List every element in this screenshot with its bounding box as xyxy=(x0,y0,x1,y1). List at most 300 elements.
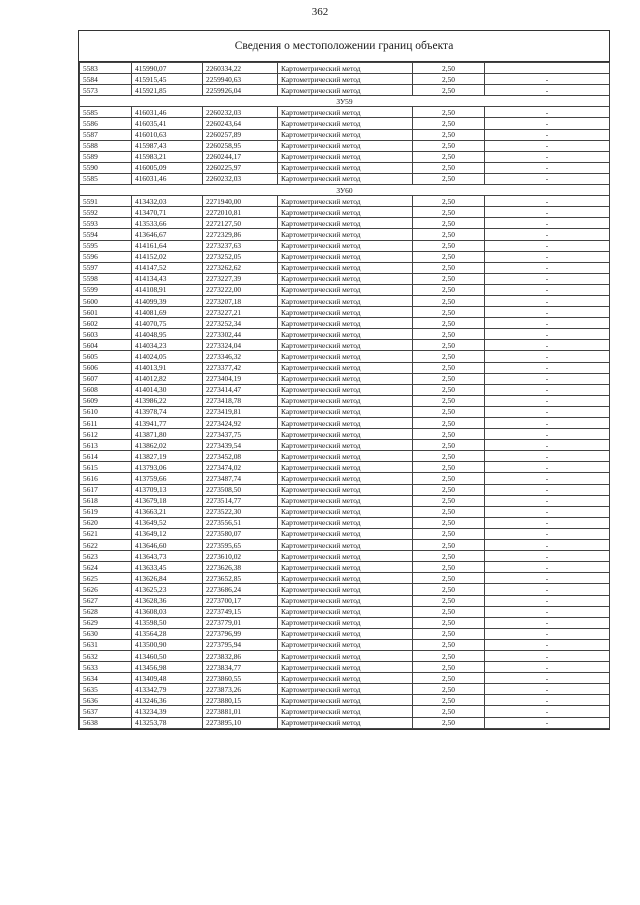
accuracy-cell: 2,50 xyxy=(413,162,485,173)
coord-x-cell: 413709,13 xyxy=(132,484,203,495)
coord-x-cell: 414161,64 xyxy=(132,240,203,251)
accuracy-cell: 2,50 xyxy=(413,639,485,650)
coord-y-cell: 2273895,10 xyxy=(203,717,278,728)
accuracy-cell: 2,50 xyxy=(413,595,485,606)
accuracy-cell: 2,50 xyxy=(413,307,485,318)
table-row xyxy=(80,129,610,140)
table-row xyxy=(80,74,610,85)
description-cell: - xyxy=(485,617,610,628)
method-cell: Картометрический метод xyxy=(278,528,413,539)
table-row xyxy=(80,273,610,284)
point-number-cell: 5589 xyxy=(80,151,132,162)
accuracy-cell: 2,50 xyxy=(413,229,485,240)
coord-y-cell: 2273262,62 xyxy=(203,262,278,273)
table-row xyxy=(80,85,610,96)
section-label: ЗУ59 xyxy=(80,96,610,107)
point-number-cell: 5621 xyxy=(80,528,132,539)
table-row xyxy=(80,484,610,495)
coord-x-cell: 413626,84 xyxy=(132,573,203,584)
point-number-cell: 5599 xyxy=(80,284,132,295)
point-number-cell: 5635 xyxy=(80,684,132,695)
coord-x-cell: 414024,05 xyxy=(132,351,203,362)
point-number-cell: 5590 xyxy=(80,162,132,173)
coord-y-cell: 2273700,17 xyxy=(203,595,278,606)
coord-y-cell: 2273419,81 xyxy=(203,406,278,417)
accuracy-cell: 2,50 xyxy=(413,440,485,451)
point-number-cell: 5573 xyxy=(80,85,132,96)
method-cell: Картометрический метод xyxy=(278,151,413,162)
table-row xyxy=(80,384,610,395)
coord-x-cell: 413663,21 xyxy=(132,506,203,517)
coord-x-cell: 414134,43 xyxy=(132,273,203,284)
coord-y-cell: 2273595,65 xyxy=(203,540,278,551)
accuracy-cell: 2,50 xyxy=(413,196,485,207)
coord-x-cell: 414081,69 xyxy=(132,307,203,318)
description-cell: - xyxy=(485,273,610,284)
table-row xyxy=(80,107,610,118)
description-cell: - xyxy=(485,196,610,207)
coord-y-cell: 2273252,34 xyxy=(203,318,278,329)
coord-x-cell: 415987,43 xyxy=(132,140,203,151)
section-row xyxy=(80,96,610,107)
method-cell: Картометрический метод xyxy=(278,551,413,562)
point-number-cell: 5601 xyxy=(80,307,132,318)
accuracy-cell: 2,50 xyxy=(413,484,485,495)
coord-y-cell: 2260243,64 xyxy=(203,118,278,129)
coord-y-cell: 2273227,39 xyxy=(203,273,278,284)
point-number-cell: 5600 xyxy=(80,295,132,306)
description-cell: - xyxy=(485,429,610,440)
method-cell: Картометрический метод xyxy=(278,495,413,506)
point-number-cell: 5626 xyxy=(80,584,132,595)
point-number-cell: 5633 xyxy=(80,662,132,673)
description-cell: - xyxy=(485,351,610,362)
method-cell: Картометрический метод xyxy=(278,140,413,151)
coord-y-cell: 2273404,19 xyxy=(203,373,278,384)
table-row xyxy=(80,318,610,329)
description-cell: - xyxy=(485,284,610,295)
coord-y-cell: 2272329,86 xyxy=(203,229,278,240)
description-cell: - xyxy=(485,229,610,240)
table-row xyxy=(80,251,610,262)
description-cell: - xyxy=(485,650,610,661)
method-cell: Картометрический метод xyxy=(278,695,413,706)
description-cell: - xyxy=(485,684,610,695)
method-cell: Картометрический метод xyxy=(278,251,413,262)
method-cell: Картометрический метод xyxy=(278,395,413,406)
accuracy-cell: 2,50 xyxy=(413,362,485,373)
point-number-cell: 5632 xyxy=(80,650,132,661)
coord-x-cell: 413646,60 xyxy=(132,540,203,551)
coord-x-cell: 416010,63 xyxy=(132,129,203,140)
table-row xyxy=(80,673,610,684)
table-row xyxy=(80,717,610,728)
description-cell: - xyxy=(485,129,610,140)
coord-x-cell: 414034,23 xyxy=(132,340,203,351)
description-cell: - xyxy=(485,140,610,151)
description-cell xyxy=(485,63,610,74)
table-row xyxy=(80,528,610,539)
method-cell: Картометрический метод xyxy=(278,295,413,306)
method-cell: Картометрический метод xyxy=(278,595,413,606)
accuracy-cell: 2,50 xyxy=(413,173,485,184)
description-cell: - xyxy=(485,495,610,506)
description-cell: - xyxy=(485,318,610,329)
accuracy-cell: 2,50 xyxy=(413,684,485,695)
point-number-cell: 5637 xyxy=(80,706,132,717)
table-row xyxy=(80,151,610,162)
accuracy-cell: 2,50 xyxy=(413,240,485,251)
method-cell: Картометрический метод xyxy=(278,429,413,440)
coord-y-cell: 2273227,21 xyxy=(203,307,278,318)
accuracy-cell: 2,50 xyxy=(413,151,485,162)
accuracy-cell: 2,50 xyxy=(413,528,485,539)
coord-x-cell: 413456,98 xyxy=(132,662,203,673)
method-cell: Картометрический метод xyxy=(278,273,413,284)
description-cell: - xyxy=(485,240,610,251)
accuracy-cell: 2,50 xyxy=(413,329,485,340)
point-number-cell: 5610 xyxy=(80,406,132,417)
coord-x-cell: 414070,75 xyxy=(132,318,203,329)
accuracy-cell: 2,50 xyxy=(413,650,485,661)
coord-y-cell: 2273424,92 xyxy=(203,418,278,429)
description-cell: - xyxy=(485,451,610,462)
table-row xyxy=(80,240,610,251)
coord-y-cell: 2273514,77 xyxy=(203,495,278,506)
description-cell: - xyxy=(485,573,610,584)
coord-x-cell: 413978,74 xyxy=(132,406,203,417)
table-row xyxy=(80,173,610,184)
coord-y-cell: 2273346,32 xyxy=(203,351,278,362)
point-number-cell: 5622 xyxy=(80,540,132,551)
method-cell: Картометрический метод xyxy=(278,440,413,451)
description-cell: - xyxy=(485,340,610,351)
point-number-cell: 5638 xyxy=(80,717,132,728)
description-cell: - xyxy=(485,717,610,728)
point-number-cell: 5598 xyxy=(80,273,132,284)
point-number-cell: 5606 xyxy=(80,362,132,373)
coord-y-cell: 2273437,75 xyxy=(203,429,278,440)
accuracy-cell: 2,50 xyxy=(413,429,485,440)
description-cell: - xyxy=(485,584,610,595)
method-cell: Картометрический метод xyxy=(278,207,413,218)
accuracy-cell: 2,50 xyxy=(413,107,485,118)
page-number: 362 xyxy=(311,6,329,18)
coord-y-cell: 2273795,94 xyxy=(203,639,278,650)
table-row xyxy=(80,540,610,551)
table-row xyxy=(80,162,610,173)
coord-x-cell: 414108,91 xyxy=(132,284,203,295)
accuracy-cell: 2,50 xyxy=(413,418,485,429)
method-cell: Картометрический метод xyxy=(278,517,413,528)
coord-y-cell: 2273556,51 xyxy=(203,517,278,528)
description-cell: - xyxy=(485,207,610,218)
description-cell: - xyxy=(485,107,610,118)
accuracy-cell: 2,50 xyxy=(413,63,485,74)
coord-x-cell: 413759,66 xyxy=(132,473,203,484)
method-cell: Картометрический метод xyxy=(278,329,413,340)
method-cell: Картометрический метод xyxy=(278,639,413,650)
table-row xyxy=(80,373,610,384)
point-number-cell: 5588 xyxy=(80,140,132,151)
coord-y-cell: 2273487,74 xyxy=(203,473,278,484)
coord-y-cell: 2273580,07 xyxy=(203,528,278,539)
method-cell: Картометрический метод xyxy=(278,606,413,617)
accuracy-cell: 2,50 xyxy=(413,606,485,617)
description-cell: - xyxy=(485,562,610,573)
method-cell: Картометрический метод xyxy=(278,684,413,695)
method-cell: Картометрический метод xyxy=(278,85,413,96)
accuracy-cell: 2,50 xyxy=(413,673,485,684)
point-number-cell: 5624 xyxy=(80,562,132,573)
coord-y-cell: 2273302,44 xyxy=(203,329,278,340)
accuracy-cell: 2,50 xyxy=(413,85,485,96)
coord-x-cell: 413533,66 xyxy=(132,218,203,229)
accuracy-cell: 2,50 xyxy=(413,617,485,628)
table-row xyxy=(80,706,610,717)
coord-x-cell: 416031,46 xyxy=(132,107,203,118)
method-cell: Картометрический метод xyxy=(278,162,413,173)
coord-y-cell: 2273508,50 xyxy=(203,484,278,495)
table-row xyxy=(80,351,610,362)
accuracy-cell: 2,50 xyxy=(413,473,485,484)
description-cell: - xyxy=(485,462,610,473)
method-cell: Картометрический метод xyxy=(278,384,413,395)
description-cell: - xyxy=(485,262,610,273)
table-row xyxy=(80,63,610,74)
coord-y-cell: 2272010,81 xyxy=(203,207,278,218)
coord-y-cell: 2273377,42 xyxy=(203,362,278,373)
coord-y-cell: 2272127,50 xyxy=(203,218,278,229)
section-row xyxy=(80,185,610,196)
table-row xyxy=(80,340,610,351)
description-cell: - xyxy=(485,695,610,706)
description-cell: - xyxy=(485,85,610,96)
coordinates-table xyxy=(79,62,610,729)
method-cell: Картометрический метод xyxy=(278,63,413,74)
method-cell: Картометрический метод xyxy=(278,229,413,240)
description-cell: - xyxy=(485,473,610,484)
table-row xyxy=(80,207,610,218)
coord-y-cell: 2273860,55 xyxy=(203,673,278,684)
description-cell: - xyxy=(485,373,610,384)
table-row xyxy=(80,229,610,240)
accuracy-cell: 2,50 xyxy=(413,284,485,295)
accuracy-cell: 2,50 xyxy=(413,717,485,728)
table-row xyxy=(80,118,610,129)
description-cell: - xyxy=(485,162,610,173)
coord-y-cell: 2259940,63 xyxy=(203,74,278,85)
point-number-cell: 5603 xyxy=(80,329,132,340)
method-cell: Картометрический метод xyxy=(278,706,413,717)
coord-y-cell: 2273474,02 xyxy=(203,462,278,473)
method-cell: Картометрический метод xyxy=(278,74,413,85)
point-number-cell: 5619 xyxy=(80,506,132,517)
table-row xyxy=(80,584,610,595)
table-row xyxy=(80,462,610,473)
coord-x-cell: 416035,41 xyxy=(132,118,203,129)
description-cell: - xyxy=(485,595,610,606)
description-cell: - xyxy=(485,406,610,417)
accuracy-cell: 2,50 xyxy=(413,262,485,273)
point-number-cell: 5607 xyxy=(80,373,132,384)
accuracy-cell: 2,50 xyxy=(413,706,485,717)
coord-y-cell: 2273686,24 xyxy=(203,584,278,595)
coordinates-table-body xyxy=(80,63,610,729)
coord-y-cell: 2273522,30 xyxy=(203,506,278,517)
table-row xyxy=(80,406,610,417)
coord-x-cell: 413500,90 xyxy=(132,639,203,650)
accuracy-cell: 2,50 xyxy=(413,406,485,417)
method-cell: Картометрический метод xyxy=(278,662,413,673)
table-row xyxy=(80,395,610,406)
point-number-cell: 5597 xyxy=(80,262,132,273)
description-cell: - xyxy=(485,384,610,395)
point-number-cell: 5627 xyxy=(80,595,132,606)
description-cell: - xyxy=(485,528,610,539)
table-row xyxy=(80,329,610,340)
method-cell: Картометрический метод xyxy=(278,362,413,373)
table-row xyxy=(80,429,610,440)
description-cell: - xyxy=(485,606,610,617)
description-cell: - xyxy=(485,295,610,306)
accuracy-cell: 2,50 xyxy=(413,562,485,573)
coord-x-cell: 413649,52 xyxy=(132,517,203,528)
description-cell: - xyxy=(485,307,610,318)
accuracy-cell: 2,50 xyxy=(413,695,485,706)
coord-x-cell: 414012,82 xyxy=(132,373,203,384)
coord-x-cell: 413646,67 xyxy=(132,229,203,240)
point-number-cell: 5604 xyxy=(80,340,132,351)
accuracy-cell: 2,50 xyxy=(413,207,485,218)
description-cell: - xyxy=(485,151,610,162)
description-cell: - xyxy=(485,418,610,429)
coord-y-cell: 2273779,01 xyxy=(203,617,278,628)
method-cell: Картометрический метод xyxy=(278,562,413,573)
coord-x-cell: 413871,80 xyxy=(132,429,203,440)
table-row xyxy=(80,506,610,517)
accuracy-cell: 2,50 xyxy=(413,628,485,639)
method-cell: Картометрический метод xyxy=(278,351,413,362)
method-cell: Картометрический метод xyxy=(278,262,413,273)
point-number-cell: 5623 xyxy=(80,551,132,562)
coord-x-cell: 413234,39 xyxy=(132,706,203,717)
accuracy-cell: 2,50 xyxy=(413,495,485,506)
description-cell: - xyxy=(485,551,610,562)
table-row xyxy=(80,451,610,462)
coord-x-cell: 414013,91 xyxy=(132,362,203,373)
description-cell: - xyxy=(485,662,610,673)
coord-x-cell: 413253,78 xyxy=(132,717,203,728)
accuracy-cell: 2,50 xyxy=(413,540,485,551)
method-cell: Картометрический метод xyxy=(278,284,413,295)
coord-y-cell: 2273452,08 xyxy=(203,451,278,462)
accuracy-cell: 2,50 xyxy=(413,118,485,129)
accuracy-cell: 2,50 xyxy=(413,451,485,462)
coord-x-cell: 413862,02 xyxy=(132,440,203,451)
description-cell: - xyxy=(485,706,610,717)
coord-y-cell: 2273626,38 xyxy=(203,562,278,573)
accuracy-cell: 2,50 xyxy=(413,340,485,351)
point-number-cell: 5584 xyxy=(80,74,132,85)
coord-y-cell: 2259926,04 xyxy=(203,85,278,96)
point-number-cell: 5631 xyxy=(80,639,132,650)
accuracy-cell: 2,50 xyxy=(413,273,485,284)
method-cell: Картометрический метод xyxy=(278,406,413,417)
point-number-cell: 5586 xyxy=(80,118,132,129)
method-cell: Картометрический метод xyxy=(278,107,413,118)
point-number-cell: 5608 xyxy=(80,384,132,395)
coord-x-cell: 413342,79 xyxy=(132,684,203,695)
section-label: ЗУ60 xyxy=(80,185,610,196)
description-cell: - xyxy=(485,540,610,551)
method-cell: Картометрический метод xyxy=(278,573,413,584)
table-row xyxy=(80,595,610,606)
table-row xyxy=(80,662,610,673)
coord-x-cell: 414014,30 xyxy=(132,384,203,395)
point-number-cell: 5591 xyxy=(80,196,132,207)
coord-y-cell: 2273834,77 xyxy=(203,662,278,673)
point-number-cell: 5594 xyxy=(80,229,132,240)
sheet-title: Сведения о местоположении границ объекта xyxy=(79,31,609,62)
coord-x-cell: 413625,23 xyxy=(132,584,203,595)
accuracy-cell: 2,50 xyxy=(413,373,485,384)
method-cell: Картометрический метод xyxy=(278,240,413,251)
table-row xyxy=(80,695,610,706)
method-cell: Картометрический метод xyxy=(278,118,413,129)
table-row xyxy=(80,628,610,639)
table-row xyxy=(80,617,610,628)
coord-x-cell: 413628,36 xyxy=(132,595,203,606)
accuracy-cell: 2,50 xyxy=(413,584,485,595)
coord-x-cell: 415990,07 xyxy=(132,63,203,74)
method-cell: Картометрический метод xyxy=(278,540,413,551)
method-cell: Картометрический метод xyxy=(278,318,413,329)
table-row xyxy=(80,140,610,151)
method-cell: Картометрический метод xyxy=(278,628,413,639)
table-row xyxy=(80,262,610,273)
coord-y-cell: 2273880,15 xyxy=(203,695,278,706)
method-cell: Картометрический метод xyxy=(278,218,413,229)
coord-y-cell: 2273237,63 xyxy=(203,240,278,251)
accuracy-cell: 2,50 xyxy=(413,506,485,517)
description-cell: - xyxy=(485,673,610,684)
point-number-cell: 5618 xyxy=(80,495,132,506)
point-number-cell: 5620 xyxy=(80,517,132,528)
coord-y-cell: 2273414,47 xyxy=(203,384,278,395)
coord-y-cell: 2260257,89 xyxy=(203,129,278,140)
point-number-cell: 5592 xyxy=(80,207,132,218)
method-cell: Картометрический метод xyxy=(278,484,413,495)
accuracy-cell: 2,50 xyxy=(413,462,485,473)
coord-x-cell: 416005,09 xyxy=(132,162,203,173)
point-number-cell: 5628 xyxy=(80,606,132,617)
accuracy-cell: 2,50 xyxy=(413,351,485,362)
method-cell: Картометрический метод xyxy=(278,717,413,728)
description-cell: - xyxy=(485,362,610,373)
table-row xyxy=(80,606,610,617)
coord-x-cell: 413564,28 xyxy=(132,628,203,639)
coord-y-cell: 2260258,95 xyxy=(203,140,278,151)
coord-x-cell: 413643,73 xyxy=(132,551,203,562)
coord-x-cell: 414099,39 xyxy=(132,295,203,306)
description-cell: - xyxy=(485,628,610,639)
coord-x-cell: 413246,36 xyxy=(132,695,203,706)
coord-x-cell: 413432,03 xyxy=(132,196,203,207)
description-cell: - xyxy=(485,74,610,85)
point-number-cell: 5596 xyxy=(80,251,132,262)
method-cell: Картометрический метод xyxy=(278,473,413,484)
